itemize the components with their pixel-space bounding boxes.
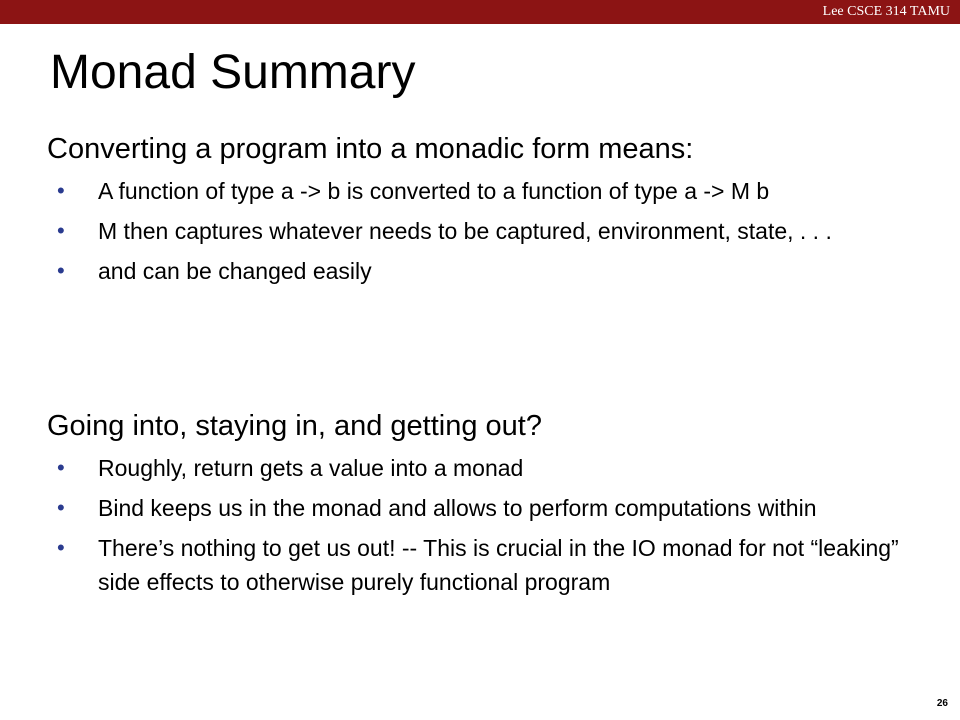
section-heading: Going into, staying in, and getting out? [47,410,542,442]
bullet-item [45,174,925,208]
bullet-icon: • [57,455,65,480]
bullet-text: Roughly, return gets a value into a monad [98,455,524,481]
top-banner [0,0,960,24]
section-monadic-form [45,130,925,294]
bullet-item [45,214,925,248]
bullet-text: Bind keeps us in the monad and allows to perform computations within [98,495,817,521]
bullet-text: M then captures whatever needs to be captured, environment, state, . . . [98,218,832,244]
bullet-item [45,491,925,525]
bullet-list [45,174,925,288]
bullet-text: A function of type a -> b is converted to a function of type a -> M b [98,178,770,204]
slide-title: Monad Summary [50,46,416,99]
bullet-icon: • [57,495,65,520]
bullet-text: There’s nothing to get us out! -- This is crucial in the IO monad for not “leaking” side effects to otherwise purely functional program [98,535,899,595]
bullet-icon: • [57,535,65,560]
bullet-item [45,451,925,485]
bullet-icon: • [57,178,65,203]
bullet-text: and can be changed easily [98,258,372,284]
course-label: Lee CSCE 314 TAMU [822,4,950,19]
bullet-icon: • [57,258,65,283]
bullet-item [45,531,925,599]
bullet-icon: • [57,218,65,243]
section-in-and-out [45,407,925,605]
bullet-list [45,451,925,599]
bullet-item [45,254,925,288]
page-number: 26 [936,698,948,709]
section-heading: Converting a program into a monadic form means: [47,133,694,165]
